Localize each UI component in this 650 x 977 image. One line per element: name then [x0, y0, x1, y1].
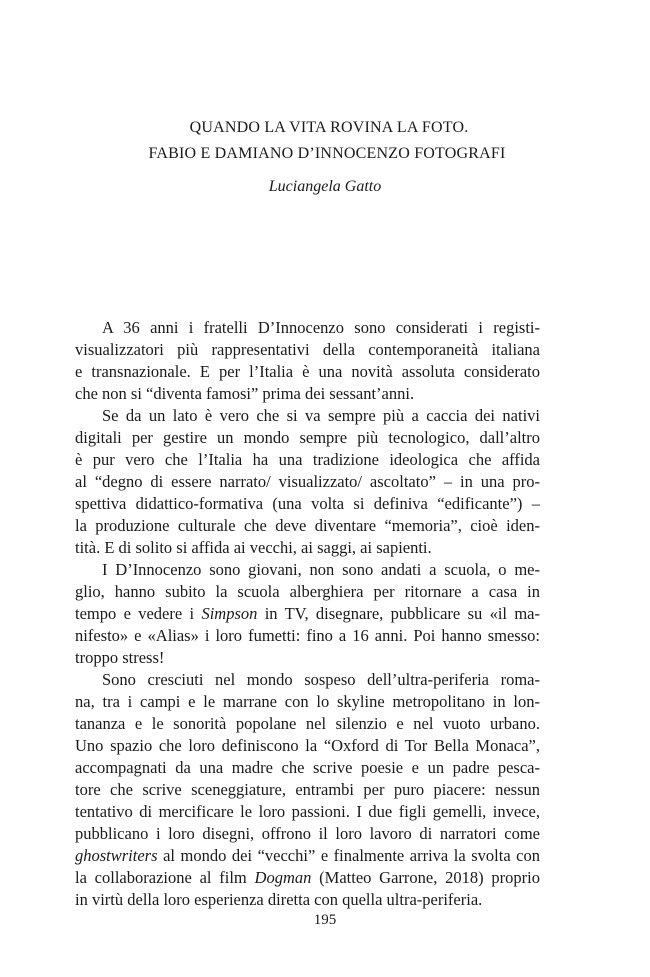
text-line: digitali per gestire un mondo sempre più tecnologico, dall’altro	[75, 428, 540, 447]
text-line: na, tra i campi e le marrane con lo skyline metropolitano in lon-	[75, 692, 540, 711]
text-line: al “degno di essere narrato/ visualizzato/ ascoltato” – in una pro-	[75, 472, 540, 491]
page-number: 195	[313, 912, 337, 928]
text-line: spettiva didattico-formativa (una volta si definiva “edificante”) –	[75, 494, 540, 513]
text-line: I D’Innocenzo sono giovani, non sono andati a scuola, o me-	[102, 560, 540, 579]
text-line: Se da un lato è vero che si va sempre più a caccia dei nativi	[102, 406, 540, 425]
text-line: in virtù della loro esperienza diretta con quella ultra-periferia.	[75, 890, 483, 909]
text-line: pubblicano i loro disegni, offrono il loro lavoro di narratori come	[75, 824, 540, 843]
text-line: nifesto» e «Alias» i loro fumetti: fino a 16 anni. Poi hanno smesso:	[75, 626, 540, 645]
text-line: è pur vero che l’Italia ha una tradizione ideologica che affida	[75, 450, 540, 469]
text-line: Uno spazio che loro definiscono la “Oxford di Tor Bella Monaca”,	[75, 736, 540, 755]
text-line: che non si “diventa famosi” prima dei sessant’anni.	[75, 384, 415, 403]
text-line: Sono cresciuti nel mondo sospeso dell’ultra-periferia roma-	[102, 670, 540, 689]
chapter-title-line-1: QUANDO LA VITA ROVINA LA FOTO.	[189, 119, 469, 136]
text-line: glio, hanno subito la scuola alberghiera per ritornare a casa in	[75, 582, 540, 601]
text-line: troppo stress!	[75, 648, 165, 667]
text-line: la collaborazione al film Dogman (Matteo Garrone, 2018) proprio	[75, 868, 540, 887]
text-line: tempo e vedere i Simpson in TV, disegnare, pubblicare su «il ma-	[75, 604, 540, 623]
text-line: A 36 anni i fratelli D’Innocenzo sono considerati i registi-	[102, 318, 540, 337]
text-line: tore che scrive sceneggiature, entrambi per puro piacere: nessun	[75, 780, 540, 799]
text-line: tentativo di mercificare le loro passioni. I due figli gemelli, invece,	[75, 802, 540, 821]
chapter-title-line-2: FABIO E DAMIANO D’INNOCENZO FOTOGRAFI	[148, 145, 506, 162]
body-text	[75, 317, 540, 911]
text-line: tità. E di solito si affida ai vecchi, ai saggi, ai sapienti.	[75, 538, 432, 557]
text-line: accompagnati da una madre che scrive poesie e un padre pesca-	[75, 758, 540, 777]
text-line: la produzione culturale che deve diventare “memoria”, cioè iden-	[75, 516, 540, 535]
author-name: Luciangela Gatto	[268, 178, 382, 195]
text-line: e transnazionale. E per l’Italia è una novità assoluta considerato	[75, 362, 540, 381]
text-line: ghostwriters al mondo dei “vecchi” e finalmente arriva la svolta con	[75, 846, 540, 865]
text-line: visualizzatori più rappresentativi della contemporaneità italiana	[75, 340, 540, 359]
text-line: tananza e le sonorità popolane nel silenzio e nel vuoto urbano.	[75, 714, 540, 733]
